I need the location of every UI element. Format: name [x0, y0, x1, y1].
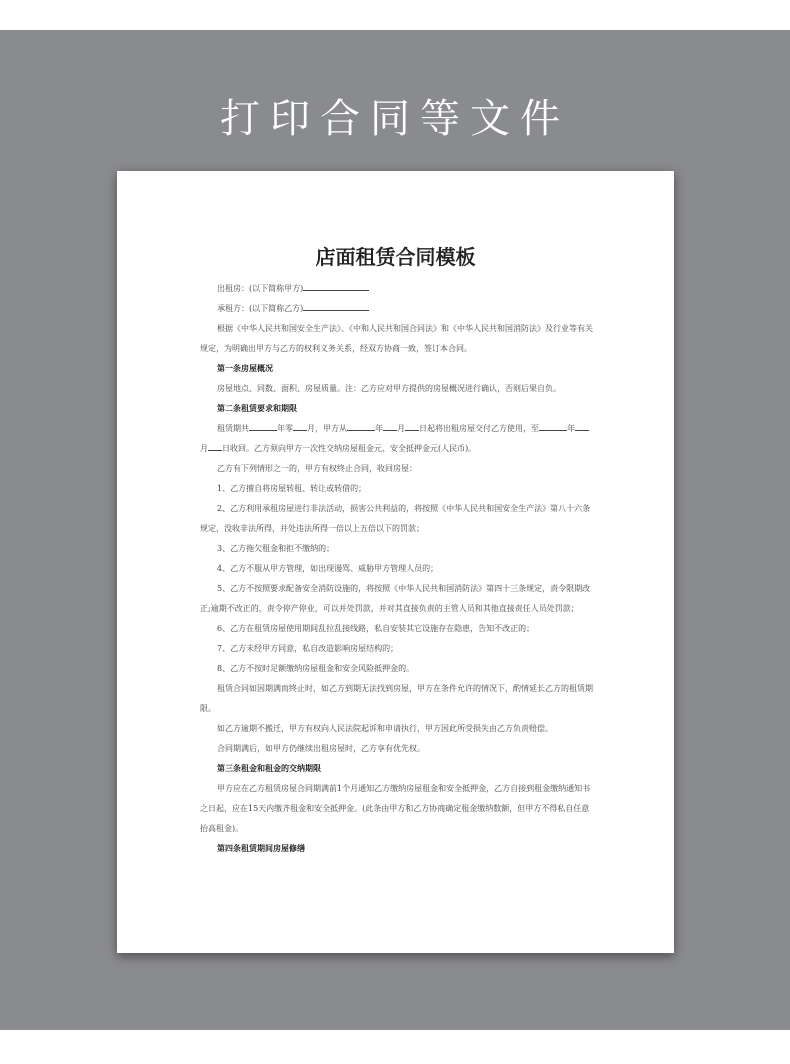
lessor-line: 出租房：(以下简称甲方) — [200, 279, 593, 299]
section-1-text: 房屋地点、同数、面积、房屋质量。注：乙方应对甲方提供的房屋概况进行确认，否则后果自负。 — [217, 384, 561, 393]
list-item: 1、乙方擅自将房屋转租、转让或转借的； — [217, 484, 367, 493]
paragraph-overdue: 如乙方逾期不搬迁，甲方有权向人民法院起诉和申请执行，甲方因此所受损失由乙方负责赔偿。 — [217, 724, 553, 733]
section-1-heading: 第一条房屋概况 — [217, 364, 273, 373]
paragraph-extension: 租赁合同如因期满而终止时，如乙方到期无法找到房屋，甲方在条件允许的情况下，酌情延长乙方的租赁期限。 — [200, 684, 593, 713]
section-2-term: 租赁期共 年零 月，甲方从 年 月 日起将出租房屋交付乙方使用，至 年月 日收回。乙方须向甲方一次性交纳房屋租金元、安全抵押金元(人民币)。 — [200, 419, 593, 459]
lessee-line: 承租方：(以下简称乙方) — [200, 299, 593, 319]
list-item: 4、乙方不服从甲方管理，如出现谩骂、威胁甲方管理人员的； — [217, 564, 439, 573]
section-2-conditions: 乙方有下列情形之一的，甲方有权终止合同，收回房屋： — [217, 464, 417, 473]
list-item: 3、乙方拖欠租金和拒不缴纳的； — [217, 544, 335, 553]
list-item: 8、乙方不按时足额缴纳房屋租金和安全风险抵押金的。 — [217, 664, 415, 673]
intro-paragraph: 根据《中华人民共和国安全生产法》、《中和人民共和国合同法》和《中华人民共和国消防法》及行业等有关规定，为明确出甲方与乙方的权利义务关系，经双方协商一致，签订本合同。 — [200, 324, 593, 353]
document-title: 店面租赁合同模板 — [315, 245, 476, 269]
section-4-heading: 第四条租赁期间房屋修缮 — [217, 844, 305, 853]
preview-canvas — [0, 30, 790, 1030]
list-item: 5、乙方不按照要求配备安全消防设施的，将按照《中华人民共和国消防法》第四十三条规定，责令限期改正;逾期不改正的，责令停产停业，可以并处罚款，并对其直接负责的主管人员和其他直接责任人员处罚款； — [200, 584, 591, 613]
list-item: 7、乙方未经甲方同意，私自改造影响房屋结构的； — [217, 644, 399, 653]
document-body — [200, 279, 593, 859]
paragraph-priority: 合同期满后，如甲方仍继续出租房屋时，乙方享有优先权。 — [217, 744, 425, 753]
section-3-heading: 第三条租金和租金的交纳期限 — [217, 764, 321, 773]
section-2-heading: 第二条租赁要求和期限 — [217, 404, 297, 413]
list-item: 2、乙方利用承租房屋进行非法活动，损害公共利益的，将按照《中华人民共和国安全生产法》第八十六条规定，没收非法所得，并处违法所得一倍以上五倍以下的罚款； — [200, 504, 591, 533]
banner-title: 打印合同等文件 — [220, 96, 570, 142]
section-3-text: 甲方应在乙方租赁房屋合同期满前1个月通知乙方缴纳房屋租金和安全抵押金，乙方自接到租金缴纳通知书之日起，应在15天内缴齐租金和安全抵押金。(此条由甲方和乙方协商确定租金缴纳数额，但甲方不得私自任意抬高租金)。 — [200, 784, 591, 833]
list-item: 6、乙方在租赁房屋使用期间乱拉乱接线路，私自安装其它设施存在隐患，告知不改正的； — [217, 624, 535, 633]
document-page — [117, 171, 674, 953]
